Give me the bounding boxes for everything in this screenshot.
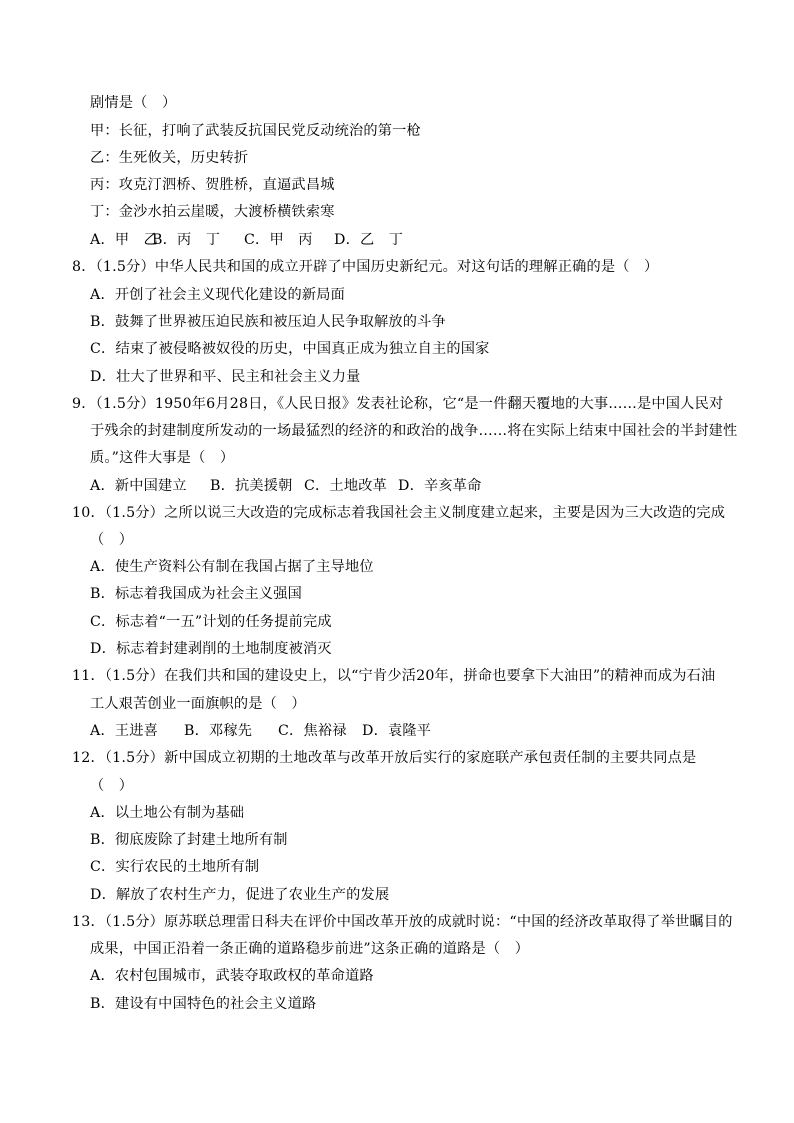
q11-option-d[interactable]: D．袁隆平 xyxy=(362,723,432,739)
q7-item-jia: 甲：长征，打响了武装反抗国民党反动统治的第一枪 xyxy=(90,123,421,139)
q11-stem-line-2: 工人艰苦创业一面旗帜的是（ ） xyxy=(90,696,306,712)
q12-option-b[interactable]: B．彻底废除了封建土地所有制 xyxy=(90,832,288,848)
q9-option-c[interactable]: C．土地改革 xyxy=(304,478,387,494)
q7-stem-tail: 剧情是（ ） xyxy=(90,95,177,111)
q7-option-a[interactable]: A．甲 乙 xyxy=(90,232,158,248)
q8-stem: 8．（1.5分）中华人民共和国的成立开辟了中国历史新纪元。对这句话的理解正确的是（ ） xyxy=(72,259,659,275)
q9-options xyxy=(90,477,482,495)
q8-option-b[interactable]: B．鼓舞了世界被压迫民族和被压迫人民争取解放的斗争 xyxy=(90,314,446,330)
q10-option-d[interactable]: D．标志着封建剥削的土地制度被消灭 xyxy=(90,641,332,657)
q12-option-c[interactable]: C．实行农民的土地所有制 xyxy=(90,859,260,875)
q9-stem-line-3: 质。”这件大事是（ ） xyxy=(90,450,235,466)
q11-option-c[interactable]: C．焦裕禄 xyxy=(278,723,347,739)
q12-stem-line-2: （ ） xyxy=(90,778,134,794)
q12-stem-line-1: 12．（1.5分）新中国成立初期的土地改革与改革开放后实行的家庭联产承包责任制的主要共同点是 xyxy=(72,750,697,766)
q9-stem-line-1: 9．（1.5分）1950年6月28日，《人民日报》发表社论称，它“是一件翻天覆地的大事……是中国人民对 xyxy=(72,396,724,412)
q13-stem-line-2: 成果，中国正沿着一条正确的道路稳步前进”这条正确的道路是（ ） xyxy=(90,941,530,957)
q8-option-d[interactable]: D．壮大了世界和平、民主和社会主义力量 xyxy=(90,369,361,385)
q9-stem-line-2: 于残余的封建制度所发动的一场最猛烈的经济的和政治的战争……将在实际上结束中国社会的半封建性 xyxy=(90,423,738,439)
q12-option-a[interactable]: A．以土地公有制为基础 xyxy=(90,805,245,821)
q11-options xyxy=(90,722,431,740)
q11-option-b[interactable]: B．邓稼先 xyxy=(184,723,253,739)
q11-option-a[interactable]: A．王进喜 xyxy=(90,723,158,739)
q10-stem-line-2: （ ） xyxy=(90,532,134,548)
q9-option-b[interactable]: B．抗美援朝 xyxy=(210,478,293,494)
q7-item-ding: 丁：金沙水拍云崖暖，大渡桥横铁索寒 xyxy=(90,204,335,220)
q7-options xyxy=(90,231,403,249)
q8-option-c[interactable]: C．结束了被侵略被奴役的历史，中国真正成为独立自主的国家 xyxy=(90,341,490,357)
q7-option-b[interactable]: B．丙 丁 xyxy=(152,232,221,248)
q8-option-a[interactable]: A．开创了社会主义现代化建设的新局面 xyxy=(90,287,346,303)
q10-option-c[interactable]: C．标志着“一五”计划的任务提前完成 xyxy=(90,614,332,630)
q13-option-a[interactable]: A．农村包围城市，武装夺取政权的革命道路 xyxy=(90,968,374,984)
q9-option-a[interactable]: A．新中国建立 xyxy=(90,478,187,494)
q7-item-bing: 丙：攻克汀泗桥、贺胜桥，直逼武昌城 xyxy=(90,177,335,193)
q11-stem-line-1: 11．（1.5分）在我们共和国的建设史上，以“宁肯少活20年，拼命也要拿下大油田”的精神而成为石油 xyxy=(72,668,716,684)
q10-stem-line-1: 10．（1.5分）之所以说三大改造的完成标志着我国社会主义制度建立起来，主要是因为三大改造的完成 xyxy=(72,505,726,521)
q10-option-b[interactable]: B．标志着我国成为社会主义强国 xyxy=(90,586,303,602)
q7-option-c[interactable]: C．甲 丙 xyxy=(244,232,313,248)
q13-option-b[interactable]: B．建设有中国特色的社会主义道路 xyxy=(90,996,317,1012)
q9-option-d[interactable]: D．辛亥革命 xyxy=(398,478,482,494)
q10-option-a[interactable]: A．使生产资料公有制在我国占据了主导地位 xyxy=(90,559,374,575)
q7-option-d[interactable]: D．乙 丁 xyxy=(334,232,404,248)
q12-option-d[interactable]: D．解放了农村生产力，促进了农业生产的发展 xyxy=(90,887,390,903)
q7-item-yi: 乙：生死攸关，历史转折 xyxy=(90,150,249,166)
q13-stem-line-1: 13．（1.5分）原苏联总理雷日科夫在评价中国改革开放的成就时说：“中国的经济改革取得了举世瞩目的 xyxy=(72,914,733,930)
